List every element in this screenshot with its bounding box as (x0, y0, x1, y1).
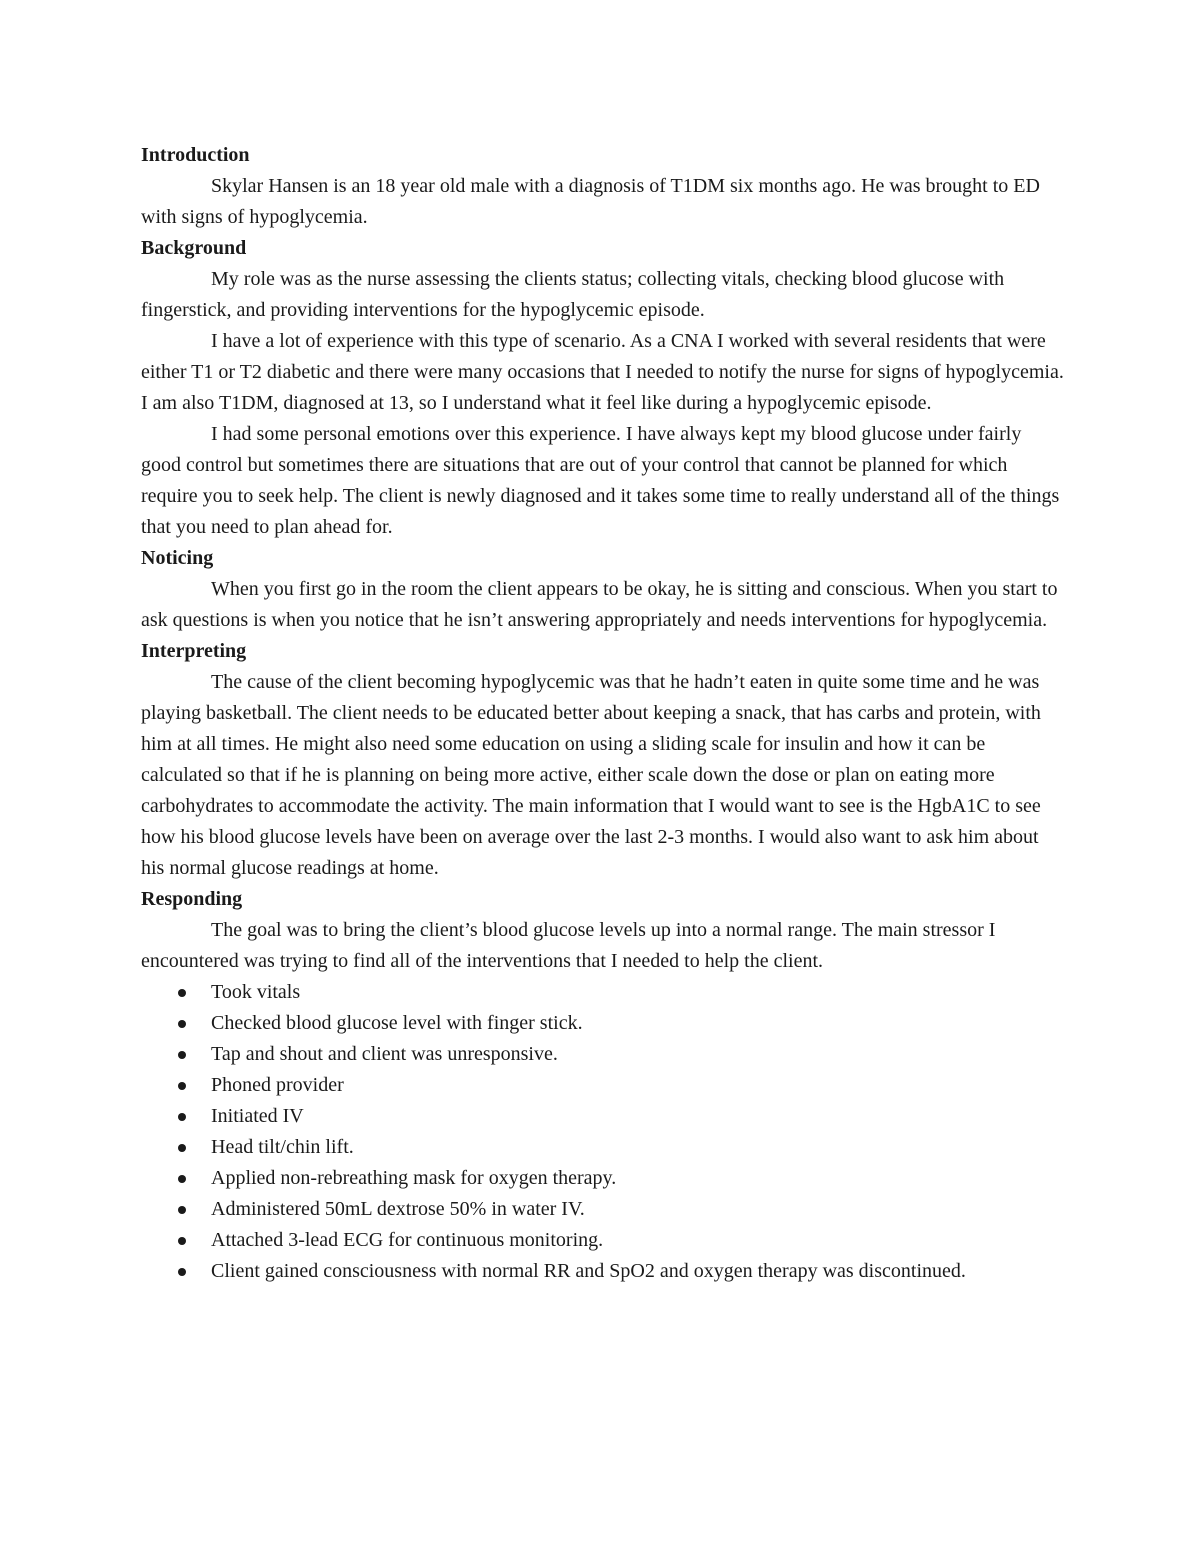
paragraph: Skylar Hansen is an 18 year old male with a diagnosis of T1DM six months ago. He was brought to ED with signs of hypoglycemia. (141, 175, 1040, 228)
section-introduction (141, 140, 1066, 233)
bullet-icon (178, 1268, 186, 1276)
section-heading: Introduction (141, 144, 250, 166)
paragraph: I have a lot of experience with this type of scenario. As a CNA I worked with several residents that were either T1 or T2 diabetic and there were many occasions that I needed to notify the nurse for signs of hypoglycemia. I am also T1DM, diagnosed at 13, so I understand what it feel like during a hypoglycemic episode. (141, 330, 1064, 414)
paragraph: The goal was to bring the client’s blood glucose levels up into a normal range. The main stressor I encountered was trying to find all of the interventions that I needed to help the client. (141, 919, 996, 972)
list-item-text: Took vitals (211, 981, 301, 1003)
bullet-icon (178, 1113, 186, 1121)
list-item (141, 1132, 1066, 1163)
section-responding (141, 884, 1066, 1287)
list-item-text: Phoned provider (211, 1074, 344, 1096)
list-item (141, 1008, 1066, 1039)
section-background (141, 233, 1066, 543)
bullet-icon (178, 1206, 186, 1214)
list-item-text: Client gained consciousness with normal RR and SpO2 and oxygen therapy was discontinued. (211, 1260, 966, 1282)
paragraph: The cause of the client becoming hypoglycemic was that he hadn’t eaten in quite some time and he was playing basketball. The client needs to be educated better about keeping a snack, that has carbs and protein, with him at all times. He might also need some education on using a sliding scale for insulin and how it can be calculated so that if he is planning on being more active, either scale down the dose or plan on eating more carbohydrates to accommodate the activity. The main information that I would want to see is the HgbA1C to see how his blood glucose levels have been on average over the last 2-3 months. I would also want to ask him about his normal glucose readings at home. (141, 671, 1041, 879)
list-item (141, 1039, 1066, 1070)
bullet-icon (178, 1237, 186, 1245)
list-item (141, 1256, 1066, 1287)
section-heading: Noticing (141, 547, 214, 569)
list-item-text: Tap and shout and client was unresponsive. (211, 1043, 558, 1065)
bullet-icon (178, 1144, 186, 1152)
bullet-icon (178, 1175, 186, 1183)
list-item-text: Checked blood glucose level with finger stick. (211, 1012, 583, 1034)
list-item (141, 1101, 1066, 1132)
bullet-icon (178, 1082, 186, 1090)
section-heading: Responding (141, 888, 243, 910)
bullet-icon (178, 1051, 186, 1059)
paragraph: I had some personal emotions over this experience. I have always kept my blood glucose under fairly good control but sometimes there are situations that are out of your control that cannot be planned for which require you to seek help. The client is newly diagnosed and it takes some time to really understand all of the things that you need to plan ahead for. (141, 423, 1060, 538)
list-item (141, 977, 1066, 1008)
paragraph: When you first go in the room the client appears to be okay, he is sitting and conscious. When you start to ask questions is when you notice that he isn’t answering appropriately and needs interventions for hypoglycemia. (141, 578, 1058, 631)
document-page (141, 140, 1066, 1287)
section-heading: Background (141, 237, 247, 259)
list-item-text: Administered 50mL dextrose 50% in water IV. (211, 1198, 585, 1220)
list-item (141, 1070, 1066, 1101)
list-item (141, 1194, 1066, 1225)
paragraph: My role was as the nurse assessing the clients status; collecting vitals, checking blood glucose with fingerstick, and providing interventions for the hypoglycemic episode. (141, 268, 1005, 321)
list-item (141, 1163, 1066, 1194)
list-item-text: Applied non-rebreathing mask for oxygen therapy. (211, 1167, 617, 1189)
intervention-list (141, 977, 1066, 1287)
list-item-text: Initiated IV (211, 1105, 304, 1127)
section-heading: Interpreting (141, 640, 247, 662)
list-item-text: Head tilt/chin lift. (211, 1136, 354, 1158)
list-item-text: Attached 3-lead ECG for continuous monitoring. (211, 1229, 604, 1251)
list-item (141, 1225, 1066, 1256)
section-noticing (141, 543, 1066, 636)
bullet-icon (178, 1020, 186, 1028)
bullet-icon (178, 989, 186, 997)
section-interpreting (141, 636, 1066, 884)
